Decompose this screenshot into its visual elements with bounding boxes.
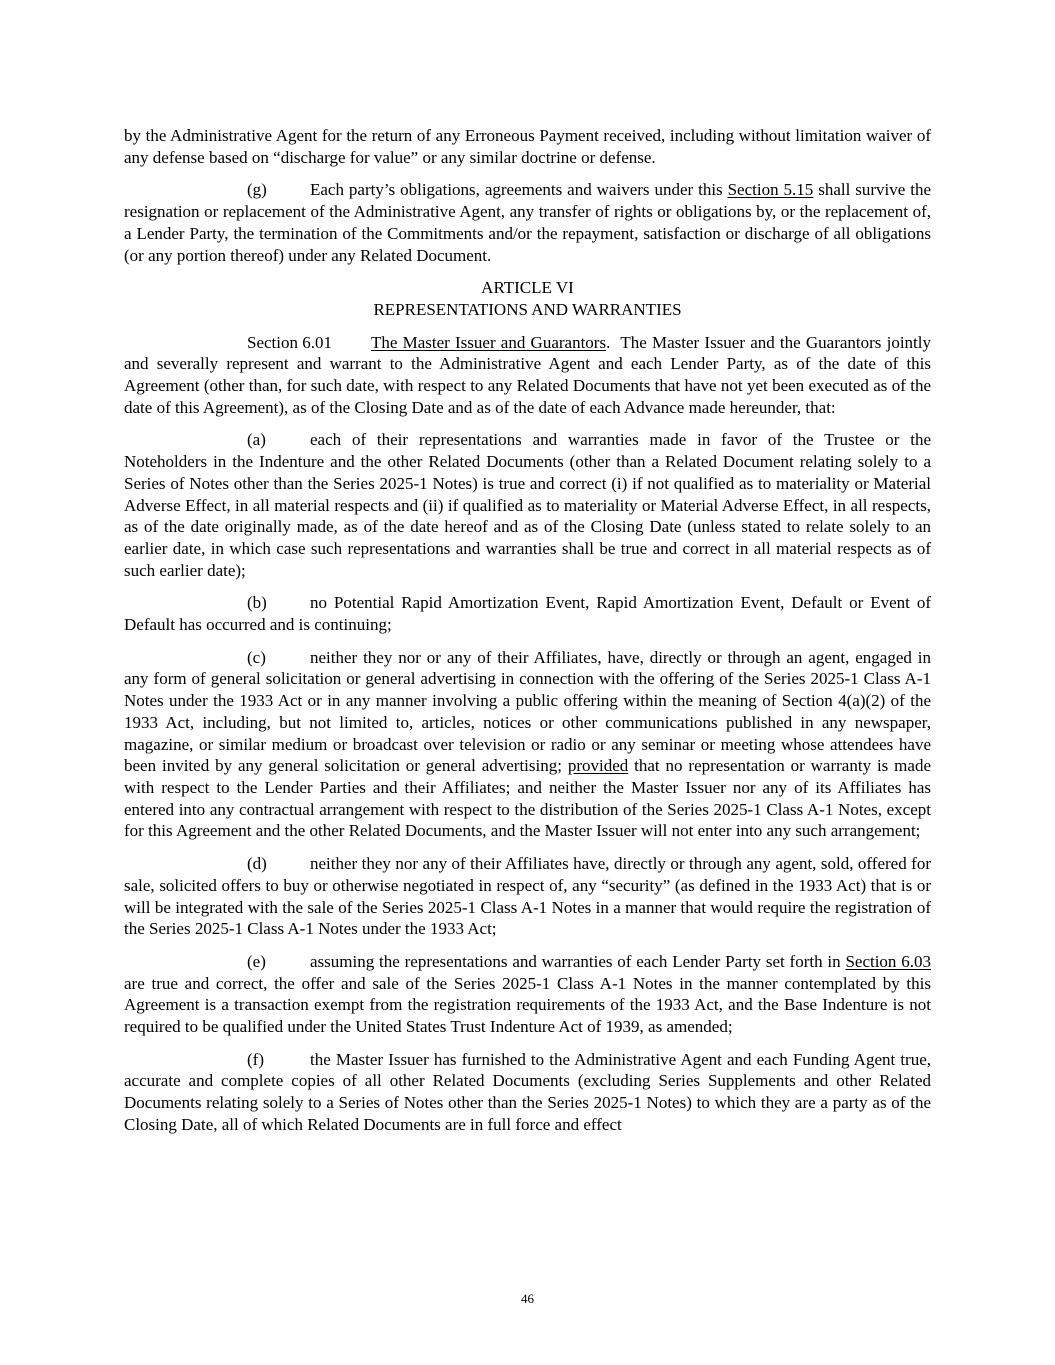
paragraph-label: (c) bbox=[247, 647, 266, 667]
paragraph-label: (f) bbox=[247, 1049, 264, 1069]
article-number: ARTICLE VI bbox=[481, 278, 574, 298]
paragraph-label: (b) bbox=[247, 593, 267, 613]
paragraph-c bbox=[124, 647, 931, 842]
paragraph-text: neither they nor or any of their Affiliates, have, directly or through an agent, engaged in any form of general solicitation or general advertising in connection with the offering of the Series 2025-1 Class A-1 Notes under the 1933 Act or in any manner involving a public offering within the meaning of Section 4(a)(2) of the 1933 Act, including, but not limited to, articles, notices or other communications published in any newspaper, magazine, or similar medium or broadcast over television or radio or any seminar or meeting whose attendees have been invited by any general solicitation or general advertising; bbox=[124, 647, 931, 776]
section-heading: The Master Issuer and Guarantors bbox=[371, 332, 607, 352]
section-6-03-reference: Section 6.03 bbox=[845, 951, 931, 971]
paragraph-f bbox=[124, 1049, 931, 1136]
section-heading-end: . bbox=[606, 332, 611, 352]
paragraph-text: no Potential Rapid Amortization Event, Rapid Amortization Event, Default or Event of Default has occurred and is continuing; bbox=[124, 593, 931, 635]
continuation-paragraph bbox=[124, 125, 931, 168]
paragraph-text: Each party’s obligations, agreements and waivers under this bbox=[310, 180, 728, 200]
section-text: The Master Issuer and the Guarantors jointly and severally represent and warrant to the Administrative Agent and each Lender Party, as of the date of this Agreement (other than, for such date, with respect to any Related Documents that have not yet been executed as of the date of this Agreement), as of the Closing Date and as of the date of each Advance made hereunder, that: bbox=[124, 332, 936, 417]
paragraph-text: that no representation or warranty is made with respect to the Lender Parties and their Affiliates; and neither the Master Issuer nor any of its Affiliates has entered into any contractual arrangement with respect to the distribution of the Series 2025-1 Class A-1 Notes, except for this Agreement and the other Related Documents, and the Master Issuer will not enter into any such arrangement; bbox=[124, 756, 931, 841]
section-6-01-paragraph bbox=[124, 332, 936, 419]
article-heading bbox=[124, 277, 931, 320]
paragraph-text: assuming the representations and warranties of each Lender Party set forth in bbox=[310, 951, 846, 971]
article-title: REPRESENTATIONS AND WARRANTIES bbox=[373, 299, 682, 319]
paragraph-b bbox=[124, 592, 931, 635]
paragraph-label: (d) bbox=[247, 854, 267, 874]
paragraph-e bbox=[124, 951, 931, 1038]
paragraph-text: are true and correct, the offer and sale of the Series 2025-1 Class A-1 Notes in the manner contemplated by this Agreement is a transaction exempt from the registration requirements of the 1933 Act, and the Base Indenture is not required to be qualified under the United States Trust Indenture Act of 1939, as amended; bbox=[124, 973, 931, 1037]
paragraph-label: (e) bbox=[247, 951, 266, 971]
provided-term: provided bbox=[567, 756, 629, 776]
paragraph-d bbox=[124, 853, 931, 940]
section-5-15-reference: Section 5.15 bbox=[727, 180, 814, 200]
paragraph-g-section-5-15 bbox=[124, 179, 931, 266]
paragraph-text: the Master Issuer has furnished to the Administrative Agent and each Funding Agent true, accurate and complete copies of all other Related Documents (excluding Series Supplements and other Related Documents relating solely to a Series of Notes other than the Series 2025-1 Notes) to which they are a party as of the Closing Date, all of which Related Documents are in full force and effect bbox=[124, 1049, 931, 1134]
section-number: Section 6.01 bbox=[247, 332, 332, 352]
paragraph-a bbox=[124, 429, 931, 581]
paragraph-text: each of their representations and warranties made in favor of the Trustee or the Noteholders in the Indenture and the other Related Documents (other than a Related Document relating solely to a Series of Notes other than the Series 2025-1 Notes) is true and correct (i) if not qualified as to materiality or Material Adverse Effect, in all material respects and (ii) if qualified as to materiality or Material Adverse Effect, in all respects, as of the date originally made, as of the date hereof and as of the Closing Date (unless stated to relate solely to an earlier date, in which case such representations and warranties shall be true and correct in all material respects as of such earlier date); bbox=[124, 430, 931, 580]
paragraph-text: shall survive the resignation or replacement of the Administrative Agent, any transfer of rights or obligations by, or the replacement of, a Lender Party, the termination of the Commitments and/or the repayment, satisfaction or discharge of all obligations (or any portion thereof) under any Related Document. bbox=[124, 180, 931, 265]
paragraph-text: neither they nor any of their Affiliates have, directly or through any agent, sold, offered for sale, solicited offers to buy or otherwise negotiated in respect of, any “security” (as defined in the 1933 Act) that is or will be integrated with the sale of the Series 2025-1 Class A-1 Notes in a manner that would require the registration of the Series 2025-1 Class A-1 Notes under the 1933 Act; bbox=[124, 854, 931, 939]
page-number: 46 bbox=[521, 1291, 534, 1306]
document-page bbox=[124, 125, 936, 1147]
continuation-text: by the Administrative Agent for the return of any Erroneous Payment received, including without limitation waiver of any defense based on “discharge for value” or any similar doctrine or defense. bbox=[124, 126, 931, 167]
paragraph-label: (g) bbox=[247, 180, 267, 200]
paragraph-label: (a) bbox=[247, 430, 266, 450]
